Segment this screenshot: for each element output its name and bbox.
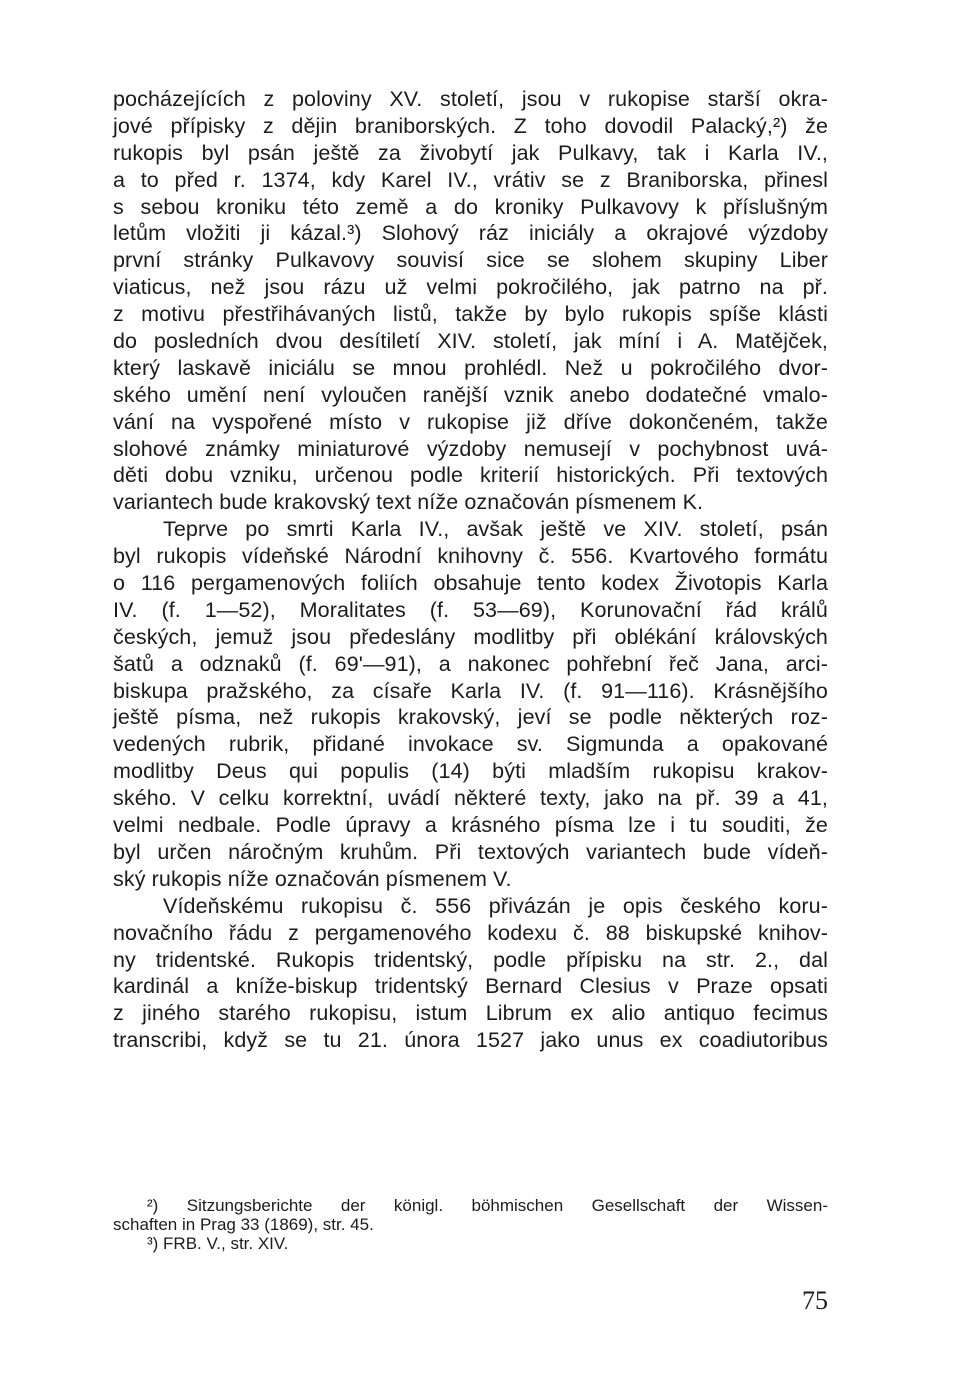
text-line: transcribi, když se tu 21. února 1527 jako unus ex coadiutoribus: [113, 1028, 828, 1053]
text-line: pocházejících z poloviny XV. století, jsou v rukopise starší okra-: [113, 87, 828, 111]
text-line: novačního řádu z pergamenového kodexu č. 88 biskupské knihov-: [113, 920, 828, 945]
text-line: IV. (f. 1—52), Moralitates (f. 53—69), Korunovační řád králů: [113, 597, 828, 622]
text-line: z motivu přestřihávaných listů, takže by bylo rukopis spíše klásti: [113, 302, 828, 327]
text-line: letům vložiti ji kázal.³) Slohový ráz iniciály a okrajové výzdoby: [113, 221, 828, 246]
text-line: byl rukopis vídeňské Národní knihovny č. 556. Kvartového formátu: [113, 544, 828, 569]
text-line: ského. V celku korrektní, uvádí některé texty, jako na př. 39 a 41,: [113, 786, 828, 811]
footnotes: [113, 1196, 828, 1253]
text-line: biskupa pražského, za císaře Karla IV. (f. 91—116). Krásnějšího: [113, 678, 828, 703]
paragraph-first-line: Teprve po smrti Karla IV., avšak ještě ve XIV. století, psán: [163, 517, 828, 542]
text-line: který laskavě iniciálu se mnou prohlédl. Než u pokročilého dvor-: [113, 355, 828, 380]
text-line: a to před r. 1374, kdy Karel IV., vrátiv se z Braniborska, přinesl: [113, 167, 828, 192]
text-line: s sebou kroniku této země a do kroniky Pulkavovy k příslušným: [113, 194, 828, 219]
text-line: ského umění není vyloučen ranější vznik anebo dodatečné vmalo-: [113, 382, 828, 407]
text-line: šatů a odznaků (f. 69'—91), a nakonec pohřební řeč Jana, arci-: [113, 651, 828, 676]
text-line: byl určen náročným kruhům. Při textových variantech bude vídeň-: [113, 839, 828, 864]
text-line: vání na vyspořené místo v rukopise již dříve dokončeném, takže: [113, 409, 828, 434]
text-line: ještě písma, než rukopis krakovský, jeví se podle některých roz-: [113, 705, 828, 730]
text-line: rukopis byl psán ještě za živobytí jak Pulkavy, tak i Karla IV.,: [113, 140, 828, 165]
text-line: děti dobu vzniku, určenou podle kriterií historických. Při textových: [113, 463, 828, 488]
body-text: [113, 86, 828, 1054]
text-line: slohové známky miniaturové výzdoby nemusejí v pochybnost uvá-: [113, 436, 828, 461]
paragraph-first-line: Vídeňskému rukopisu č. 556 přivázán je opis českého koru-: [163, 893, 828, 918]
text-line: do posledních dvou desítiletí XIV. století, jak míní i A. Matějček,: [113, 329, 828, 354]
page-number: 75: [802, 1286, 828, 1315]
text-line: modlitby Deus qui populis (14) býti mladším rukopisu krakov-: [113, 759, 828, 784]
footnote-2: ²) Sitzungsberichte der königl. böhmischen Gesellschaft der Wissen-: [147, 1196, 828, 1215]
text-line: z jiného starého rukopisu, istum Librum ex alio antiquo fecimus: [113, 1001, 828, 1026]
text-line: ny tridentské. Rukopis tridentský, podle přípisku na str. 2., dal: [113, 947, 828, 972]
text-line: o 116 pergamenových foliích obsahuje tento kodex Životopis Karla: [113, 571, 828, 596]
footnote-3: ³) FRB. V., str. XIV.: [147, 1234, 289, 1253]
text-line: kardinál a kníže-biskup tridentský Bernard Clesius v Praze opsati: [113, 974, 828, 999]
text-line: první stránky Pulkavovy souvisí sice se slohem skupiny Liber: [113, 248, 828, 273]
text-line: viaticus, než jsou rázu už velmi pokročilého, jak patrno na př.: [113, 275, 828, 300]
text-line: velmi nedbale. Podle úpravy a krásného písma lze i tu souditi, že: [113, 813, 828, 838]
text-line: vedených rubrik, přidané invokace sv. Sigmunda a opakované: [113, 732, 828, 757]
paragraph-last-line: ský rukopis níže označován písmenem V.: [113, 866, 512, 891]
footnote-2-continuation: schaften in Prag 33 (1869), str. 45.: [113, 1215, 374, 1234]
paragraph-last-line: variantech bude krakovský text níže označován písmenem K.: [113, 490, 704, 515]
text-line: českých, jemuž jsou předeslány modlitby při oblékání královských: [113, 624, 828, 649]
text-line: jové přípisky z dějin braniborských. Z toho dovodil Palacký,²) že: [113, 113, 828, 138]
